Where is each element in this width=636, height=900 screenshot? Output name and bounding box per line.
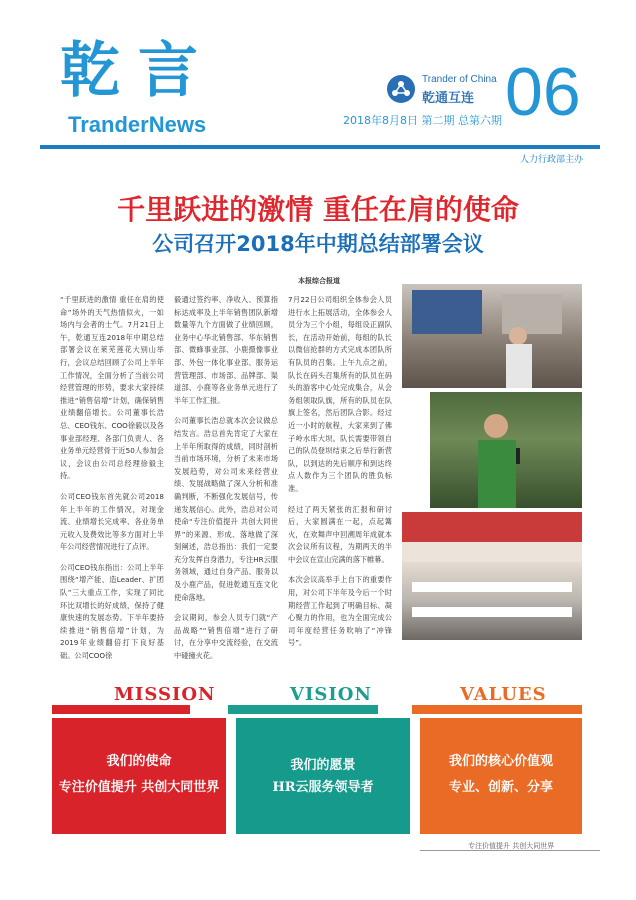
vision-text: HR云服务领导者 [272, 780, 374, 795]
paragraph: “千里跃进的激情 重任在肩的使命”场外的天气热情似火，一如场内与会者的士气。7月21日上午，乾通互连2018年中期总结部署会议在莱芜莲花大别山举行，会议总结回顾了公司上半年工作情况，全面分析了当前公司经营管理的形势，要求大家持续推进“销售倍增”计划，确保销售业绩翻倍增长。公司董事长浩总、CEO钱东、COO徐毅以及各事业部经理、各部门负责人、各业务单元经营骨干近50人参加会议，会议由公司总经理徐毅主持。 [60, 295, 164, 481]
outdoor-speech-photo [430, 392, 582, 508]
sub-headline: 公司召开2018年中期总结部署会议 [152, 232, 484, 256]
article-column-3 [288, 294, 392, 658]
values-accent-bar [412, 705, 582, 714]
mission-label: MISSION [114, 684, 216, 705]
core-values-title: 我们的核心价值观 [448, 754, 553, 769]
byline: 本报综合报道 [298, 277, 340, 285]
paragraph: 经过了两天紧张的汇报和研讨后，大家圆满在一起，点起篝火，在欢舞声中回溯周年成就本次会议所有议程，为期两天的半中会议在宣山完满的落下帷幕。 [288, 504, 392, 564]
vision-title: 我们的愿景 [290, 758, 356, 773]
article-column-2 [174, 294, 278, 671]
publisher-department: 人力行政部主办 [520, 155, 584, 165]
mission-text: 专注价值提升 共创大同世界 [58, 780, 220, 795]
mission-accent-bar [52, 705, 190, 714]
mission-card [52, 718, 226, 834]
footer-rule [420, 850, 600, 851]
photo-illustration [402, 284, 582, 388]
masthead-title-en: TranderNews [68, 112, 207, 137]
vision-accent-bar [228, 705, 378, 714]
mission-title: 我们的使命 [106, 754, 172, 769]
issue-number: 06 [505, 54, 581, 130]
article-column-1 [60, 294, 164, 671]
meeting-speaker-photo [402, 284, 582, 388]
photo-illustration [402, 512, 582, 640]
paragraph: 7月22日公司组织全体参会人员进行水上拓展活动，全体参会人员分为三个小组，每组设正副队长，在活动开始前，每组的队长以微信抢群的方式完成本团队所有队员的召集。上午九点之前，队长在码头召集所有的队员在码头的游客中心处完成集合，从会务组领取队旗，所有的队员在队旗上签名，然后团队合影。经过近一小时的航程，大家来到了佛子岭水库大坝。队长需要带领自己的队员登坝结束之后举行新营队，以到达的先后顺序和到达终点人数作为三个团队的胜负标准。 [288, 295, 392, 493]
photo-illustration [430, 392, 582, 508]
conference-hall-photo [402, 512, 582, 640]
values-label: VALUES [460, 684, 547, 705]
vision-label: VISION [290, 684, 372, 705]
paragraph: 公司CEO钱东指出：公司上半年围绕“增产能、造Leader、扩团队”三大重点工作，实现了同比环比双增长的好成绩，保持了健康快速的发展态势。下半年要持续推进“销售倍增”计划，为2019年业绩翻倍打下良好基础。公司COO徐 [60, 562, 164, 661]
main-headline: 千里跃进的激情 重任在肩的使命 [117, 193, 519, 226]
masthead-divider [40, 145, 600, 149]
masthead-title-cn: 乾言 [60, 36, 216, 106]
paragraph: 本次会议高举手上自下的重要作用，对公司下半年及今后一个时期经营工作起到了明确目标、凝心聚力的作用，也为全面完成公司年度经营任务吹响了“冲锋号”。 [288, 575, 392, 648]
core-values-text: 专业、创新、分享 [448, 780, 553, 795]
network-logo-icon [386, 74, 416, 104]
vision-card [236, 718, 410, 834]
logo-text-cn: 乾通互连 [422, 91, 475, 106]
issue-date-line: 2018年8月8日 第二期 总第六期 [343, 114, 502, 127]
logo-text-en: Trander of China [422, 74, 497, 85]
paragraph: 公司董事长浩总就本次会议做总结发言。浩总首先肯定了大家在上半年所取得的成绩，同时剖析当前市场环境，分析了未来市场发展趋势，对公司未来经营业绩、发展战略做了深入分析和准确判断，不断强化发展信号，传递发展信心。此外，浩总对公司使命“专注价值提升 共创大同世界”的来源、形成、落地做了深刻阐述，浩总指出：我们一定要充分发挥自身潜力，专注HR云服务领域，通过自身产品、服务以及小鹿产品，促进乾通互连文化使命落地。 [174, 416, 278, 602]
paragraph: 会议期间，参会人员专门就“产品战略”“销售倍增”进行了研讨，在分享中交流经验，在交流中碰撞火花。 [174, 613, 278, 661]
paragraph: 毅通过签约率、净收入、预算指标达成率及上半年销售团队新增数量等九个方面做了业绩回顾，业务中心华北销售部、华东销售部、微蜂事业部、小鹿摄像事业部、外包一体化事业部、服务运营管理部、市场部、品牌部、渠道部、小鹿等各业务单元进行了半年工作汇报。 [174, 295, 278, 405]
footer-slogan: 专注价值提升 共创大同世界 [468, 842, 555, 850]
paragraph: 公司CEO钱东首先就公司2018年上半年的工作情况，对现金流、业绩增长完成率、各业务单元收入及费效比等多方面对上半年公司经营情况进行了点评。 [60, 491, 164, 552]
core-values-card [420, 718, 582, 834]
